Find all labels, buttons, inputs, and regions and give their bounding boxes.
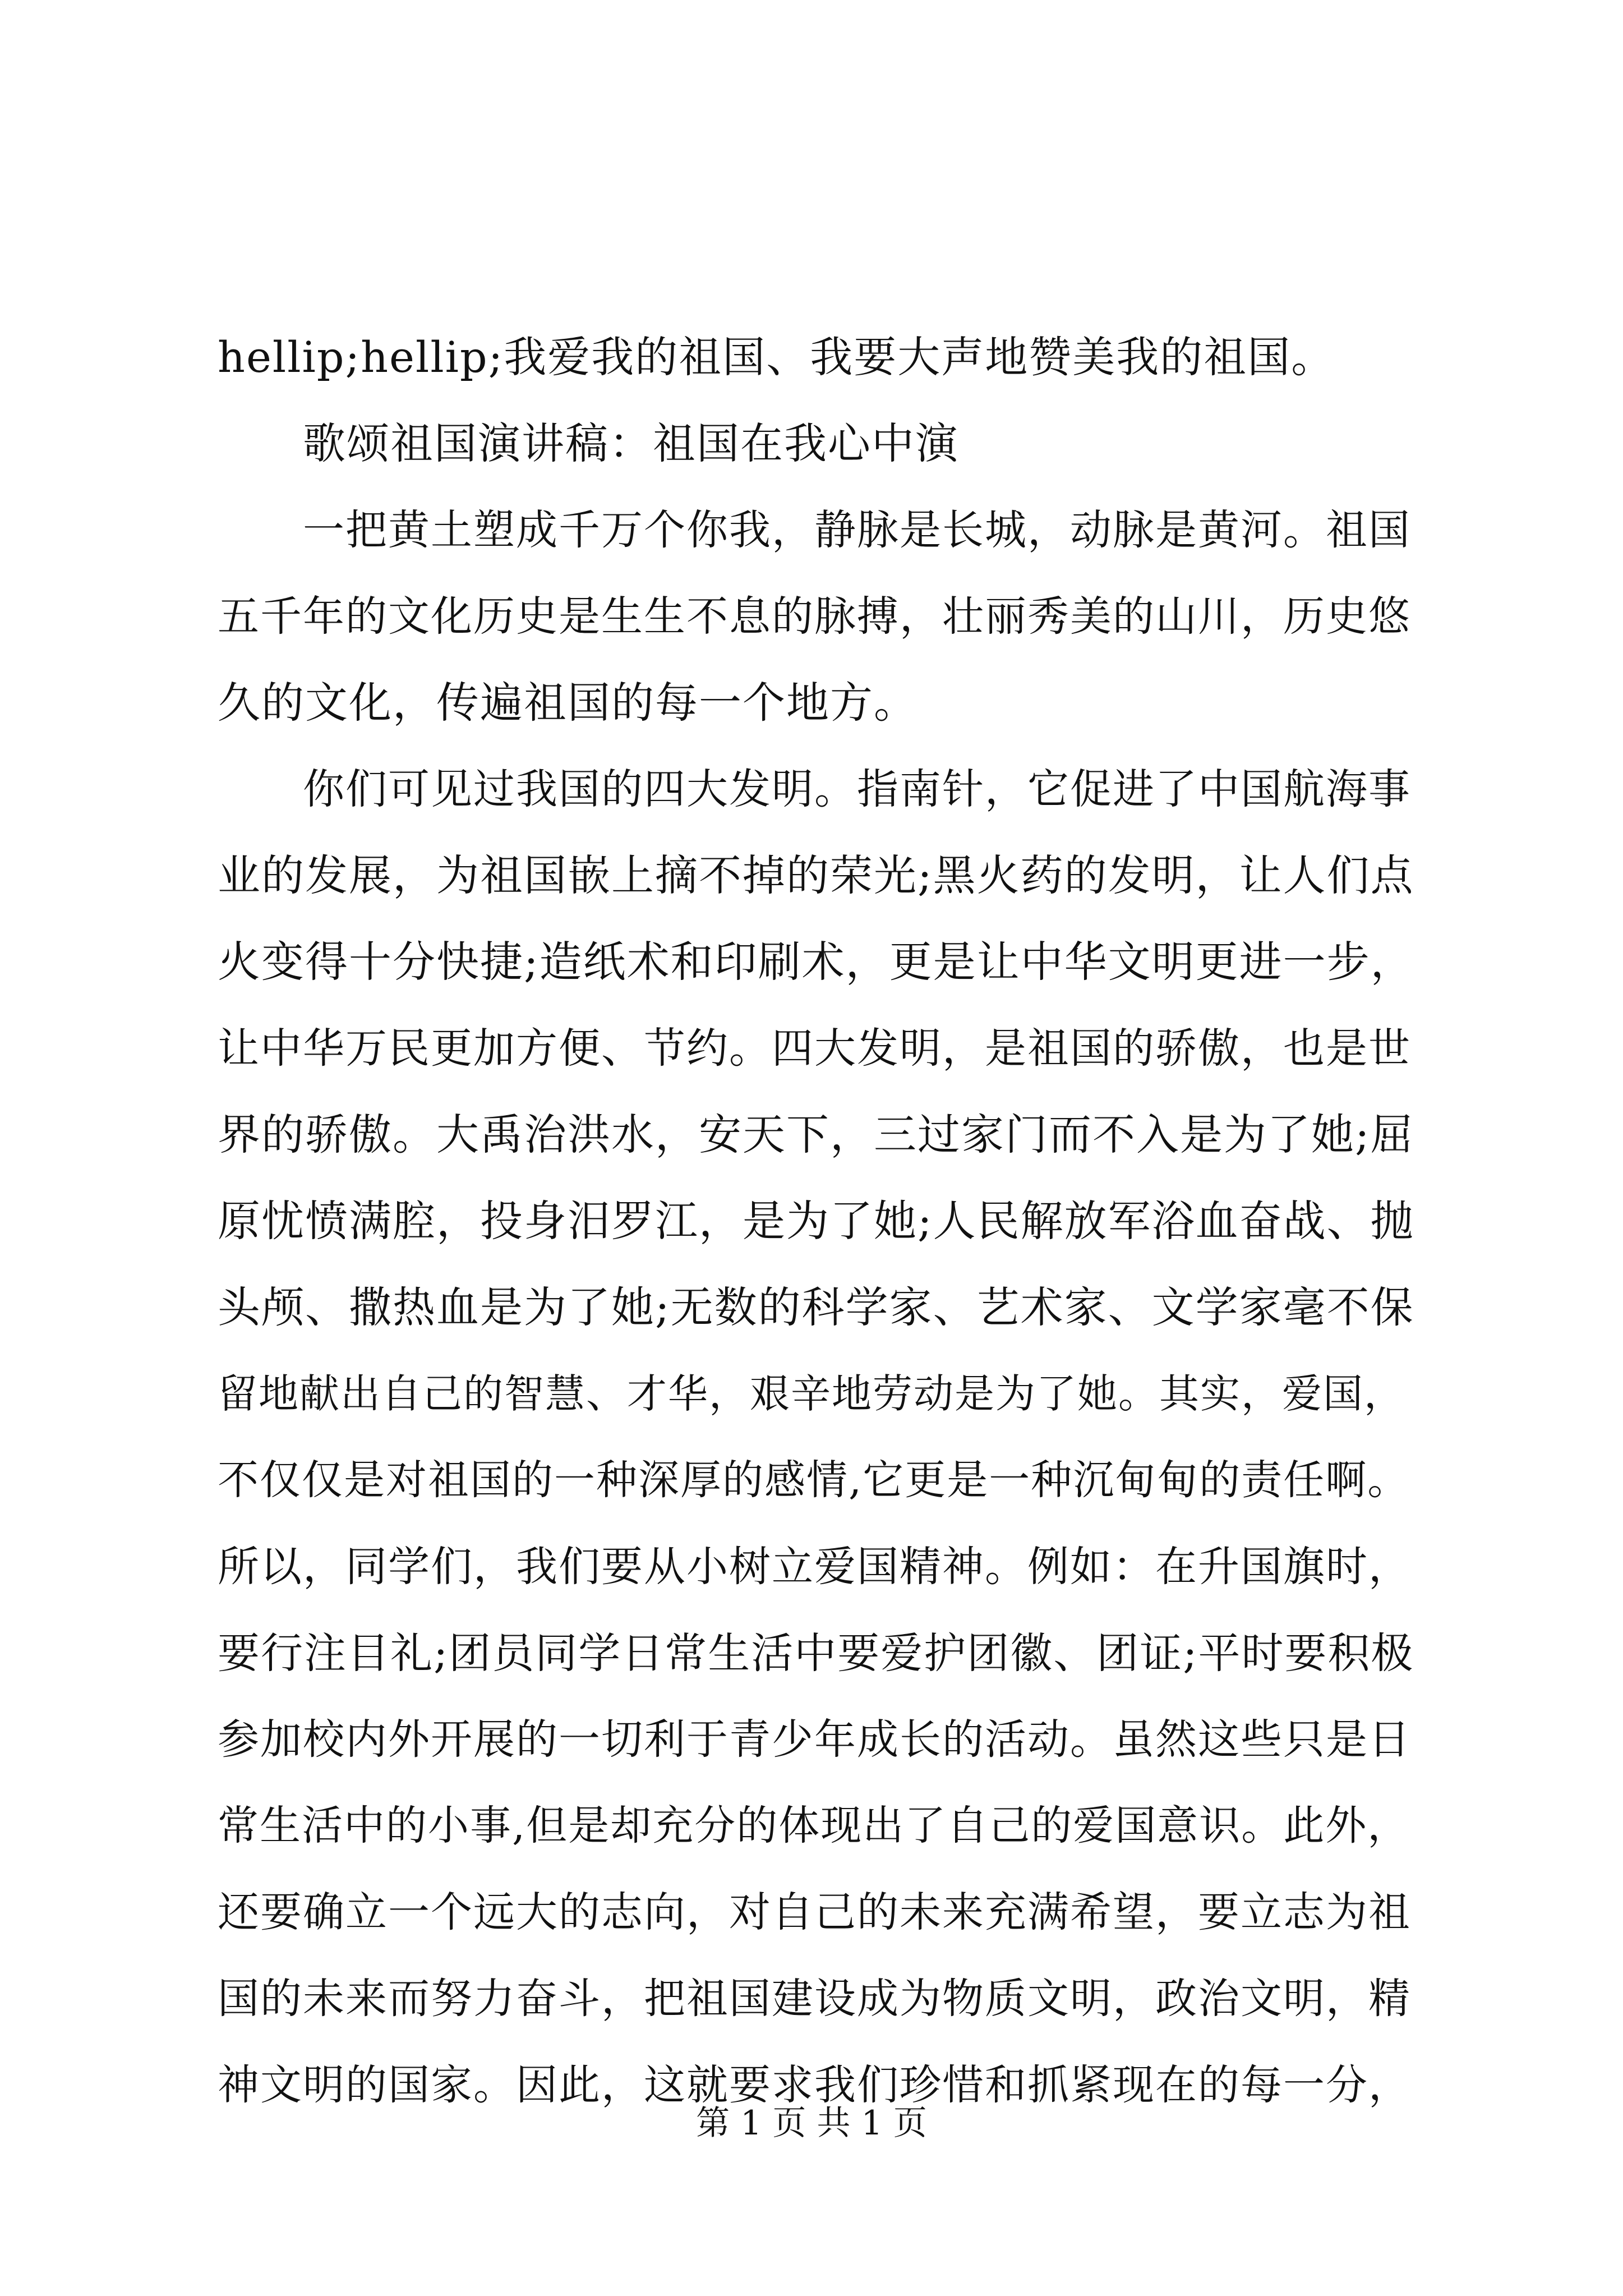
text-line: 业的发展，为祖国嵌上摘不掉的荣光;黑火药的发明，让人们点: [218, 850, 1414, 900]
section-heading: 歌颂祖国演讲稿：祖国在我心中演: [303, 418, 959, 468]
text-line: 参加校内外开展的一切利于青少年成长的活动。虽然这些只是日: [218, 1715, 1411, 1764]
text-line: 要行注目礼;团员同学日常生活中要爱护团徽、团证;平时要积极: [218, 1628, 1414, 1678]
text-line: 原忧愤满腔，投身汨罗江，是为了她;人民解放军浴血奋战、抛: [218, 1196, 1414, 1246]
text-line: 不仅仅是对祖国的一种深厚的感情,它更是一种沉甸甸的责任啊。: [218, 1456, 1410, 1504]
document-body: [218, 314, 1418, 2128]
text-line: 常生活中的小事,但是却充分的体现出了自己的爱国意识。此外，: [218, 1802, 1410, 1849]
text-line: 所以，同学们，我们要从小树立爱国精神。例如：在升国旗时，: [218, 1543, 1411, 1591]
text-line: 让中华万民更加方便、节约。四大发明，是祖国的骄傲，也是世: [218, 1024, 1411, 1073]
text-line: 还要确立一个远大的志向，对自己的未来充满希望，要立志为祖: [218, 1888, 1411, 1936]
text-line: 头颅、撒热血是为了她;无数的科学家、艺术家、文学家毫不保: [218, 1282, 1414, 1332]
text-line: hellip;hellip;我爱我的祖国、我要大声地赞美我的祖国。: [218, 332, 1335, 382]
text-line: 留地献出自己的智慧、才华，艰辛地劳动是为了她。其实，爱国，: [218, 1370, 1405, 1417]
text-line: 久的文化，传遍祖国的每一个地方。: [218, 678, 917, 728]
page-footer: 第 1 页 共 1 页: [696, 2104, 927, 2143]
text-line: 五千年的文化历史是生生不息的脉搏，壮丽秀美的山川，历史悠: [218, 592, 1411, 641]
text-line: 国的未来而努力奋斗，把祖国建设成为物质文明，政治文明，精: [218, 1975, 1411, 2023]
text-line: 你们可见过我国的四大发明。指南针，它促进了中国航海事: [303, 765, 1411, 813]
text-line: 一把黄土塑成千万个你我，静脉是长城，动脉是黄河。祖国: [303, 506, 1411, 554]
text-line: 界的骄傲。大禹治洪水，安天下，三过家门而不入是为了她;屈: [218, 1110, 1414, 1159]
text-line: 神文明的国家。因此，这就要求我们珍惜和抓紧现在的每一分，: [218, 2061, 1411, 2109]
text-line: 火变得十分快捷;造纸术和印刷术，更是让中华文明更进一步，: [218, 937, 1414, 987]
